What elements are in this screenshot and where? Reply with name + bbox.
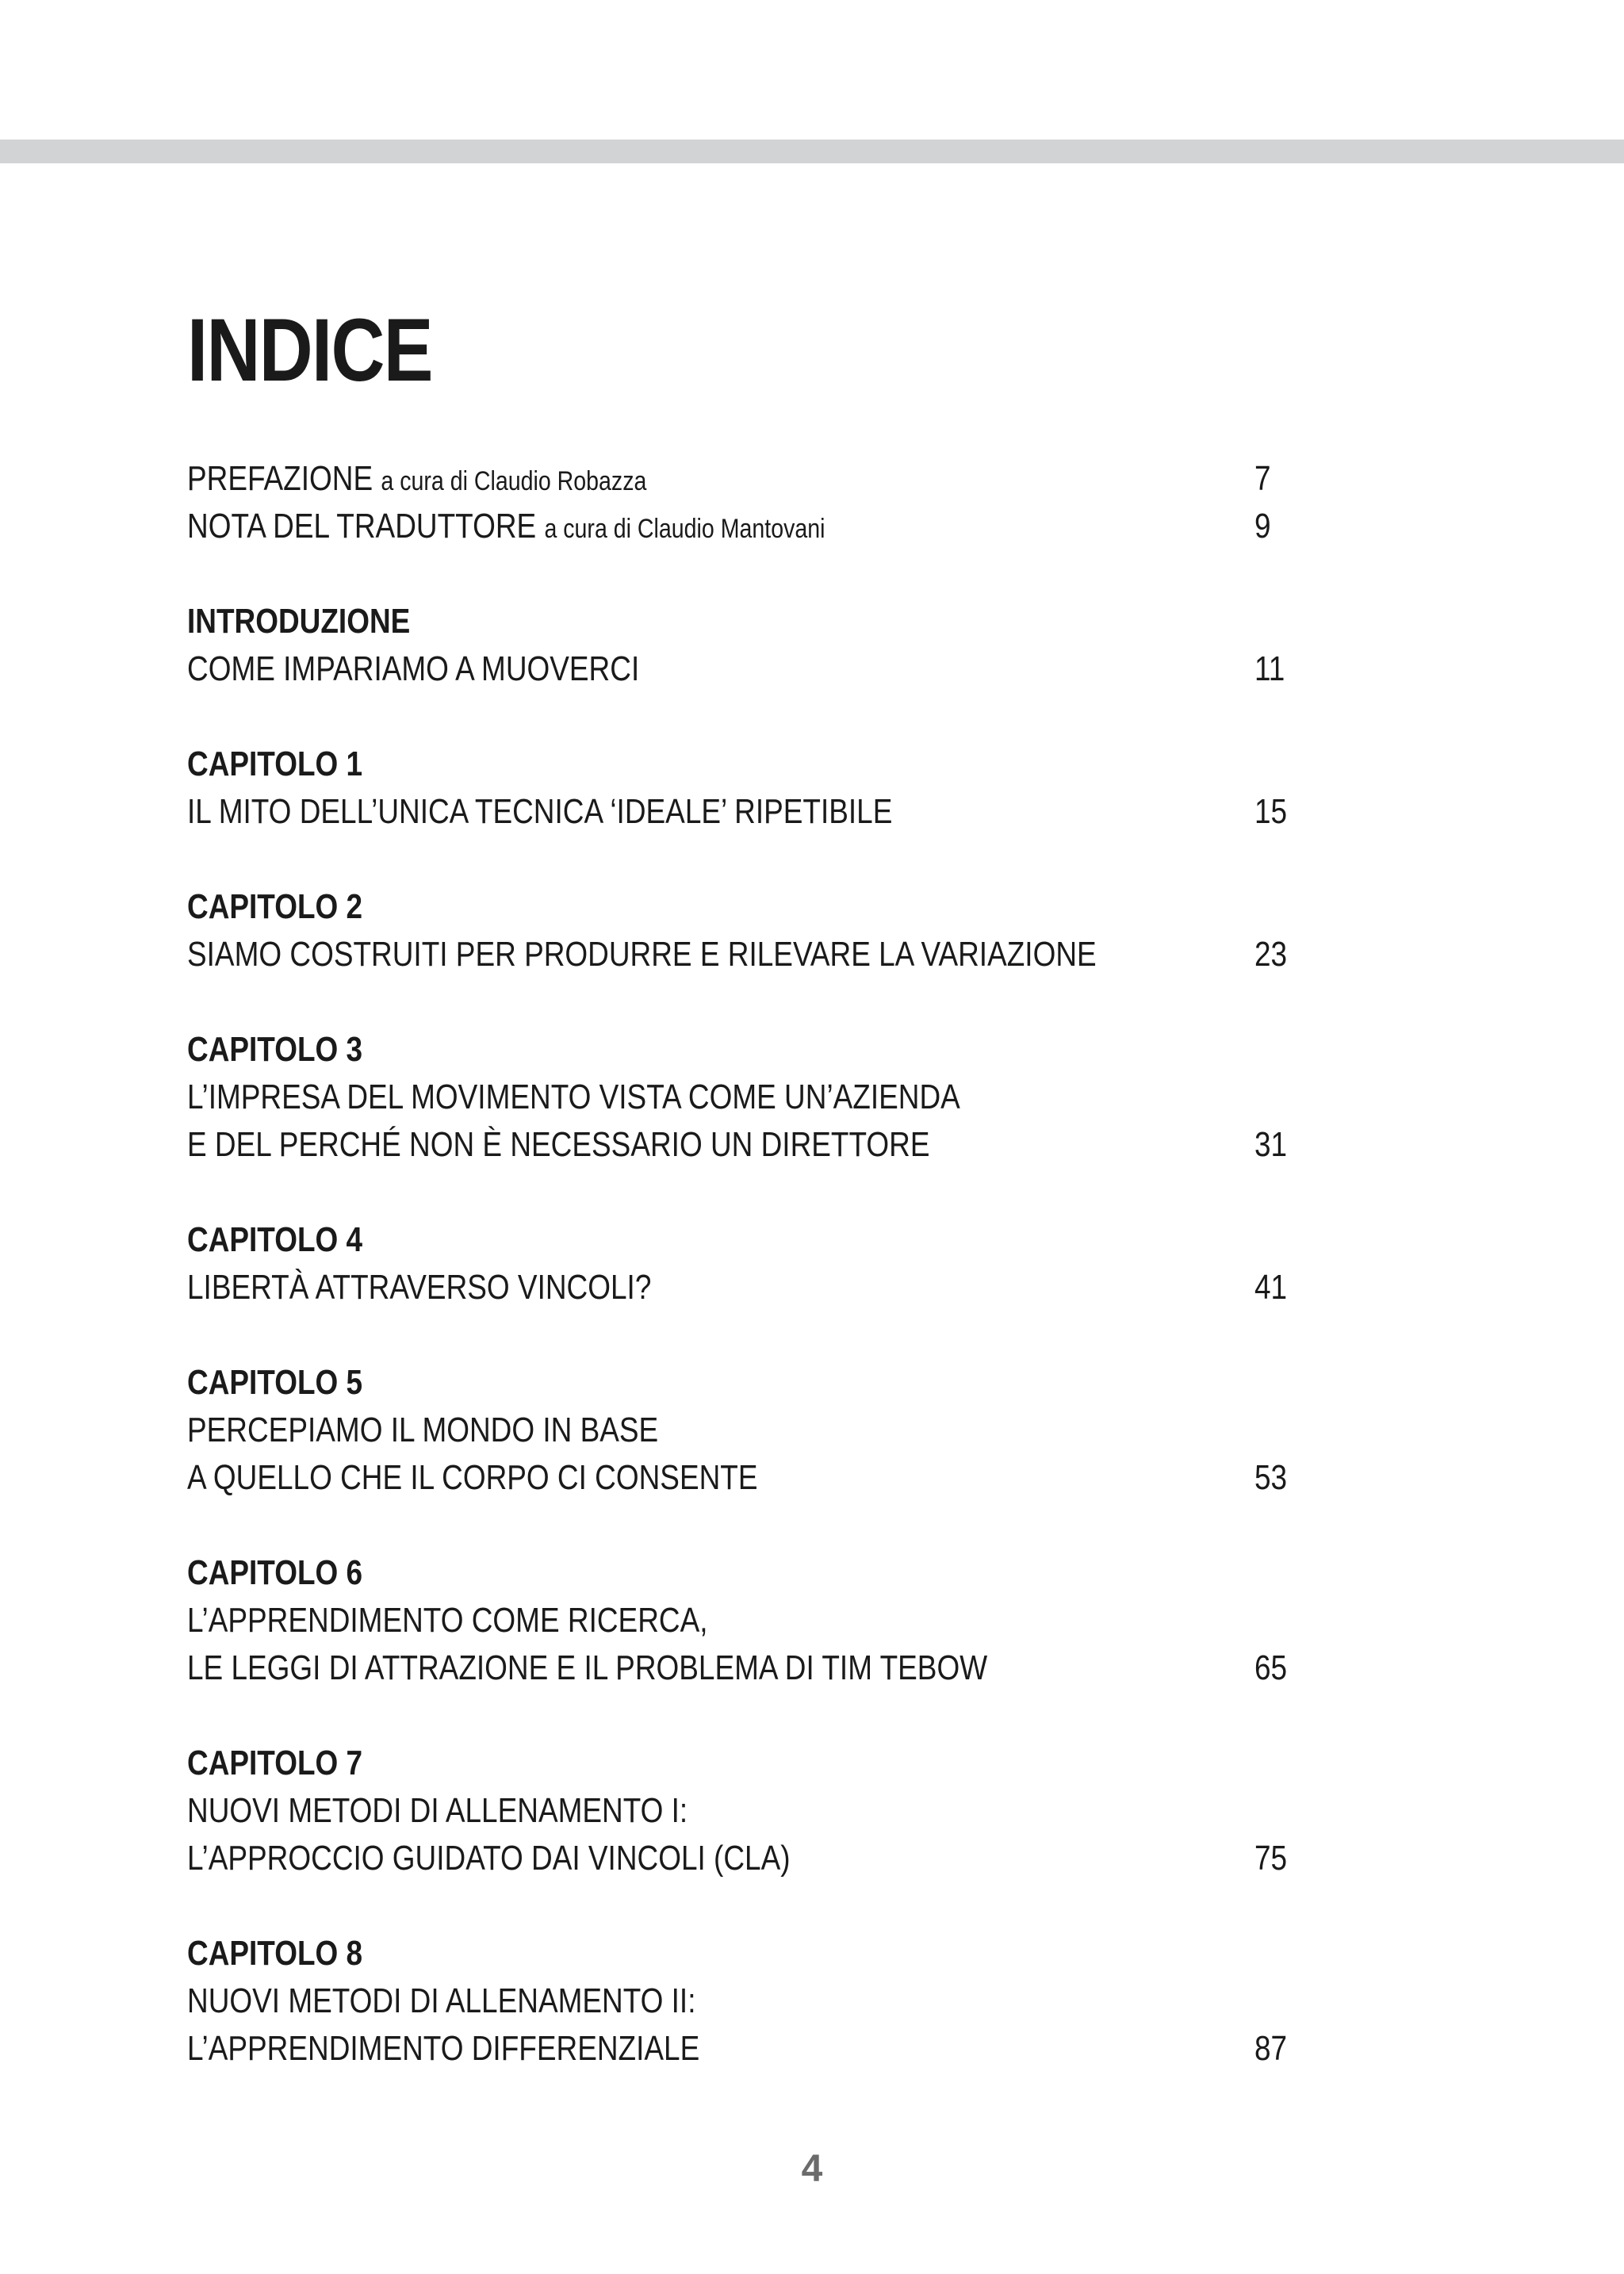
toc-page-number: 87 [1254, 2029, 1288, 2068]
toc-entry-title: LE LEGGI DI ATTRAZIONE E IL PROBLEMA DI TIM TEBOW [187, 1648, 988, 1687]
toc-page-number: 9 [1254, 507, 1271, 546]
toc-page-number: 23 [1254, 935, 1288, 974]
toc-entry-credit: a cura di Claudio Robazza [381, 466, 647, 496]
toc-entry-title: NUOVI METODI DI ALLENAMENTO II: [187, 1981, 696, 2020]
toc-entry-label: NOTA DEL TRADUTTORE [187, 507, 537, 546]
toc-entry-title: NUOVI METODI DI ALLENAMENTO I: [187, 1791, 688, 1830]
toc-page-number: 53 [1254, 1458, 1288, 1497]
page-title: INDICE [187, 301, 432, 400]
toc-entry-chapter-8-line-2[interactable] [187, 2025, 1289, 2073]
header-band [0, 140, 1624, 163]
toc-page-number: 31 [1254, 1125, 1288, 1164]
toc-page-number: 11 [1254, 649, 1285, 688]
toc-entry-nota-traduttore[interactable] [187, 503, 1289, 550]
toc-entry-chapter-7-line-2[interactable] [187, 1835, 1289, 1882]
toc-entry-title: L’APPRENDIMENTO COME RICERCA, [187, 1601, 708, 1640]
toc-entry-title: A QUELLO CHE IL CORPO CI CONSENTE [187, 1458, 758, 1497]
page-number: 4 [801, 2148, 823, 2190]
toc-chapter-label: CAPITOLO 8 [187, 1934, 363, 1973]
toc-entry-title: L’APPRENDIMENTO DIFFERENZIALE [187, 2029, 700, 2068]
toc-entry-chapter-5-line-1[interactable] [187, 1407, 1289, 1454]
toc-page-number: 41 [1254, 1268, 1288, 1307]
toc-entry-chapter-2[interactable] [187, 931, 1289, 978]
toc-entry-title: L’IMPRESA DEL MOVIMENTO VISTA COME UN’AZIENDA [187, 1078, 960, 1116]
toc-entry-title: L’APPROCCIO GUIDATO DAI VINCOLI (CLA) [187, 1839, 791, 1878]
toc-entry-chapter-3-line-1[interactable] [187, 1074, 1289, 1121]
table-of-contents [187, 455, 1289, 2073]
toc-chapter-label: CAPITOLO 5 [187, 1363, 363, 1402]
toc-entry-chapter-4[interactable] [187, 1264, 1289, 1311]
toc-entry-title: COME IMPARIAMO A MUOVERCI [187, 649, 640, 688]
toc-chapter-label: CAPITOLO 2 [187, 887, 363, 926]
toc-page-number: 75 [1254, 1839, 1288, 1878]
toc-section-label: INTRODUZIONE [187, 602, 411, 641]
toc-entry-chapter-3-line-2[interactable] [187, 1121, 1289, 1169]
toc-entry-prefazione[interactable] [187, 455, 1289, 503]
toc-entry-title: E DEL PERCHÉ NON È NECESSARIO UN DIRETTORE [187, 1125, 930, 1164]
toc-chapter-label: CAPITOLO 7 [187, 1744, 363, 1782]
toc-entry-chapter-5-line-2[interactable] [187, 1454, 1289, 1502]
toc-entry-title: IL MITO DELL’UNICA TECNICA ‘IDEALE’ RIPETIBILE [187, 792, 893, 831]
toc-chapter-label: CAPITOLO 6 [187, 1553, 363, 1592]
toc-entry-label: PREFAZIONE [187, 459, 373, 498]
toc-entry-introduzione[interactable] [187, 645, 1289, 693]
toc-page-number: 15 [1254, 792, 1288, 831]
toc-entry-chapter-6-line-2[interactable] [187, 1644, 1289, 1692]
toc-page-number: 65 [1254, 1648, 1288, 1687]
toc-entry-chapter-8-line-1[interactable] [187, 1977, 1289, 2025]
toc-chapter-label: CAPITOLO 4 [187, 1220, 363, 1259]
toc-page-number: 7 [1254, 459, 1271, 498]
toc-entry-title: PERCEPIAMO IL MONDO IN BASE [187, 1411, 659, 1449]
toc-entry-chapter-6-line-1[interactable] [187, 1597, 1289, 1644]
toc-chapter-label: CAPITOLO 1 [187, 745, 363, 783]
toc-entry-chapter-1[interactable] [187, 788, 1289, 836]
toc-entry-title: LIBERTÀ ATTRAVERSO VINCOLI? [187, 1268, 652, 1307]
toc-entry-chapter-7-line-1[interactable] [187, 1787, 1289, 1835]
toc-chapter-label: CAPITOLO 3 [187, 1030, 363, 1069]
toc-entry-credit: a cura di Claudio Mantovani [544, 514, 825, 544]
toc-entry-title: SIAMO COSTRUITI PER PRODURRE E RILEVARE LA VARIAZIONE [187, 935, 1097, 974]
